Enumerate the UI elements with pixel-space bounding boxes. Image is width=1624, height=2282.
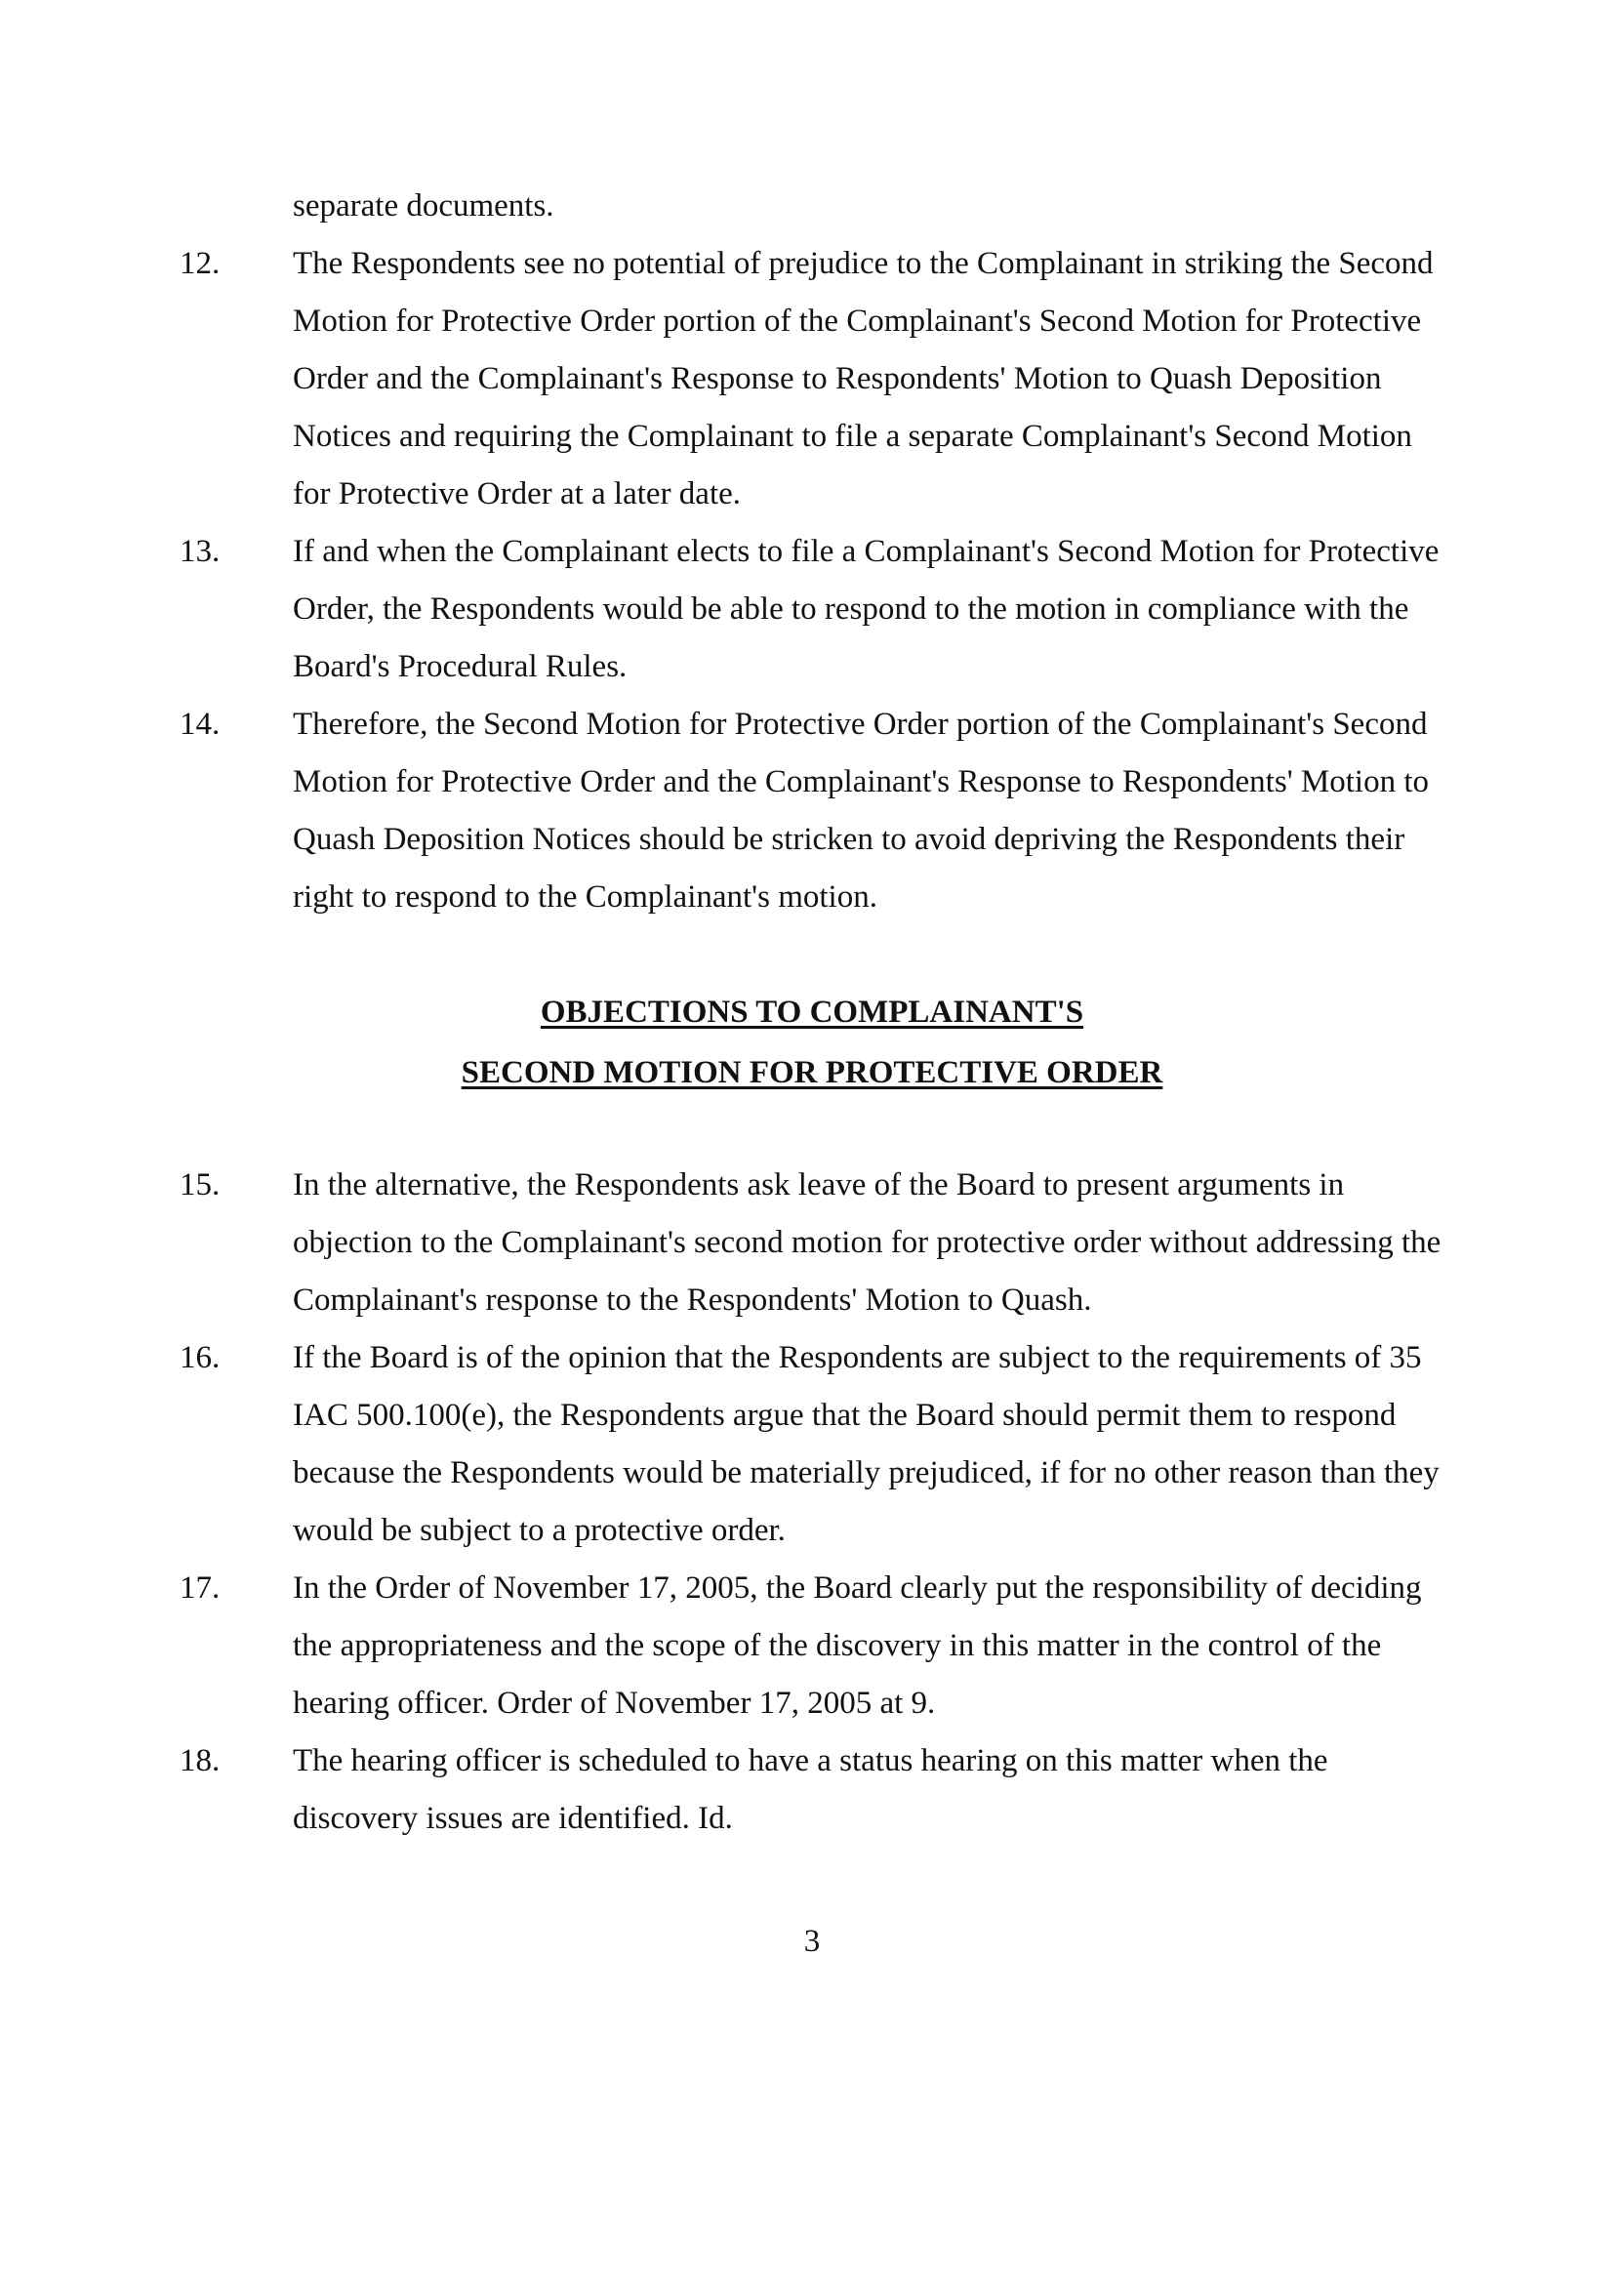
paragraph-number: 13. — [180, 534, 221, 569]
paragraph-text: The hearing officer is scheduled to have a status hearing on this matter when the discovery issues are identified. Id. — [293, 1743, 1328, 1836]
paragraph-text: If the Board is of the opinion that the Respondents are subject to the requirements of 35 IAC 500.100(e), the Respondents argue that the Board should permit them to respond because the Respondents would be materially prejudiced, if for no other reason than they would be subject to a protective order. — [293, 1340, 1440, 1548]
paragraph-text: Therefore, the Second Motion for Protective Order portion of the Complainant's Second Motion for Protective Order and the Complainant's Response to Respondents' Motion to Quash Deposition Notices should be stricken to avoid depriving the Respondents their right to respond to the Complainant's motion. — [293, 707, 1429, 915]
paragraph-number: 12. — [180, 246, 221, 281]
paragraph-text: The Respondents see no potential of prejudice to the Complainant in striking the Second Motion for Protective Order portion of the Complainant's Second Motion for Protective Order and the Complainant's Response to Respondents' Motion to Quash Deposition Notices and requiring the Complainant to file a separate Complainant's Second Motion for Protective Order at a later date. — [293, 246, 1434, 511]
paragraph-16 — [180, 1329, 1454, 1560]
paragraph-17 — [180, 1560, 1454, 1732]
paragraph-15 — [180, 1157, 1454, 1329]
paragraph-text: In the alternative, the Respondents ask leave of the Board to present arguments in objection to the Complainant's second motion for protective order without addressing the Complainant's response to the Respondents' Motion to Quash. — [293, 1167, 1441, 1318]
paragraph-13 — [180, 523, 1454, 696]
section-heading-line-2: SECOND MOTION FOR PROTECTIVE ORDER — [461, 1055, 1163, 1090]
paragraph-number: 14. — [180, 707, 221, 742]
page-number: 3 — [803, 1924, 821, 1959]
paragraph-number: 17. — [180, 1570, 221, 1606]
paragraph-number: 15. — [180, 1167, 221, 1202]
paragraph-18 — [180, 1732, 1454, 1848]
section-heading-line-1: OBJECTIONS TO COMPLAINANT'S — [540, 995, 1084, 1030]
continuation-text: separate documents. — [293, 188, 554, 224]
paragraph-text: In the Order of November 17, 2005, the Board clearly put the responsibility of deciding the appropriateness and the scope of the discovery in this matter in the control of the hearing officer. Order of November 17, 2005 at 9. — [293, 1570, 1422, 1721]
paragraph-number: 18. — [180, 1743, 221, 1778]
paragraph-12 — [180, 235, 1454, 523]
paragraph-number: 16. — [180, 1340, 221, 1375]
paragraph-14 — [180, 696, 1454, 926]
paragraph-text: If and when the Complainant elects to file a Complainant's Second Motion for Protective Order, the Respondents would be able to respond to the motion in compliance with the Board's Procedural Rules. — [293, 534, 1440, 684]
